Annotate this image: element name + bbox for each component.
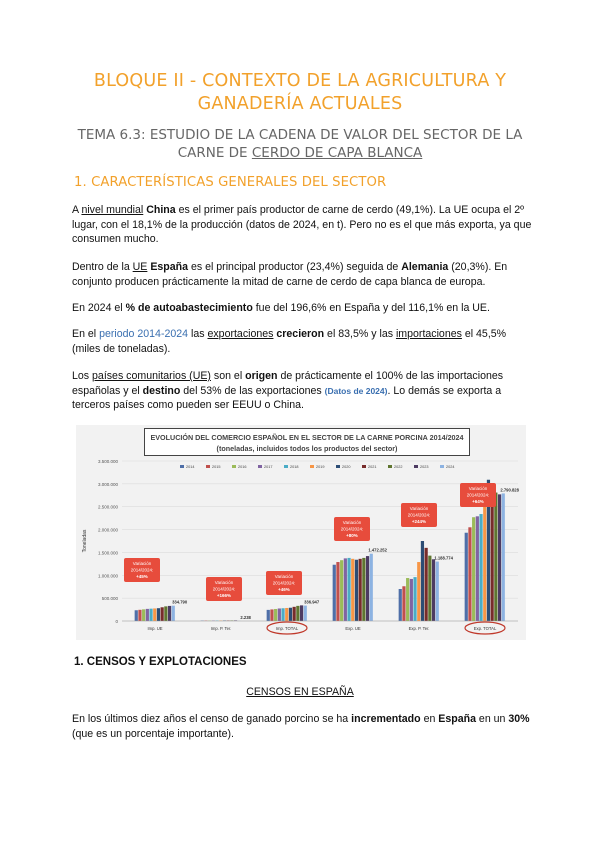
bar — [417, 562, 420, 621]
bold-text: autoabastecimiento — [153, 302, 253, 314]
bold-text: España — [150, 261, 189, 273]
annotation-text: +46% — [278, 587, 290, 592]
x-tick-label: Imp. UE — [147, 626, 163, 631]
bold-text: China — [146, 204, 176, 216]
bar — [351, 559, 354, 621]
page-title — [40, 70, 560, 116]
bar — [428, 556, 431, 621]
legend-swatch — [284, 465, 288, 468]
annotation-text: +166% — [216, 593, 232, 598]
bold-text: España — [438, 713, 476, 725]
underlined-text: UE — [132, 261, 148, 273]
legend-label: 2017 — [264, 465, 273, 469]
bold-text: 30% — [508, 713, 530, 725]
bold-text: origen — [245, 370, 278, 382]
legend-swatch — [336, 465, 340, 468]
bar — [270, 609, 273, 621]
bar — [300, 605, 303, 621]
text-run: es el primer país productor de carne de cerdo (49,1%). La UE ocupa el 2º lugar, con el 18,1% de la producción (datos de 2024, en t). Pero no es el que más exporta, ya que consumen mucho. — [72, 204, 532, 245]
legend-label: 2015 — [212, 465, 221, 469]
annotation-text: 2014/2024: — [340, 526, 364, 532]
bold-text: destino — [142, 384, 181, 397]
legend-swatch — [258, 465, 262, 468]
annotation-text: +80% — [346, 533, 358, 538]
bar — [406, 578, 409, 621]
x-tick-label: Exp. TOTAL — [473, 626, 497, 631]
annotation-text: 2014/2024: — [407, 512, 431, 518]
data-label: 2.790.828 — [500, 487, 519, 493]
bar — [164, 606, 167, 621]
bar — [399, 589, 402, 621]
text-run: (que es un porcentaje importante). — [72, 727, 234, 740]
bar — [502, 493, 505, 621]
bar — [494, 493, 497, 621]
y-tick-label: 3.500.000 — [97, 459, 118, 464]
underlined-text: importaciones — [395, 328, 462, 340]
annotation-text: 2014/2024: — [130, 567, 154, 573]
chart-plot — [76, 425, 526, 640]
text-run: A — [72, 204, 82, 216]
paragraph-2 — [72, 260, 534, 289]
bar — [142, 609, 145, 621]
bar — [278, 608, 281, 621]
subtitle-line-1: TEMA 6.3: ESTUDIO DE LA CADENA DE VALOR DEL SECTOR DE LA — [77, 127, 523, 143]
bar — [366, 556, 369, 621]
annotation-text: Variación — [342, 520, 362, 525]
paragraph-4 — [72, 327, 534, 356]
title-line-1: BLOQUE II - CONTEXTO DE LA AGRICULTURA Y — [93, 71, 507, 91]
data-label: 336.947 — [304, 599, 320, 605]
paragraph-5 — [72, 369, 534, 413]
annotation-text: Variación — [468, 486, 488, 491]
text-run: en — [420, 713, 439, 725]
y-tick-label: 1.500.000 — [97, 550, 118, 556]
legend-swatch — [362, 465, 366, 468]
bar — [362, 558, 365, 621]
bar — [336, 562, 339, 621]
text-run: Dentro de la — [72, 261, 133, 273]
annotation-text: 2014/2024: — [272, 580, 296, 586]
bar — [465, 533, 468, 621]
bar — [432, 559, 435, 621]
bar — [267, 610, 270, 621]
text-run: En el — [72, 328, 100, 340]
bar — [296, 606, 299, 621]
bar — [410, 579, 413, 621]
bar — [498, 494, 501, 621]
page-subtitle — [55, 126, 545, 162]
bar — [285, 608, 288, 621]
legend-label: 2020 — [342, 465, 351, 469]
annotation-text: +64% — [472, 499, 484, 504]
bar — [340, 560, 343, 621]
x-tick-label: Exp. UE — [345, 626, 361, 631]
bar — [425, 548, 428, 621]
bar — [157, 608, 160, 621]
bold-text: Alemania — [401, 261, 449, 273]
annotation-text: Variación — [214, 580, 234, 585]
bold-text: % de — [125, 302, 151, 314]
legend-label: 2014 — [186, 465, 195, 469]
x-tick-label: Imp. TOTAL — [275, 626, 299, 631]
legend-swatch — [310, 465, 314, 468]
underlined-text: exportaciones — [207, 328, 274, 340]
text-run: del 53% de las exportaciones — [180, 384, 325, 397]
annotation-text: +45% — [136, 574, 148, 579]
subheading-censos: CENSOS EN ESPAÑA — [246, 686, 354, 698]
bold-text: crecieron — [276, 328, 325, 340]
bar — [146, 609, 149, 621]
legend-swatch — [440, 465, 444, 468]
subtitle-prefix: CARNE DE — [177, 145, 252, 161]
y-tick-label: 3.000.000 — [97, 481, 118, 487]
bar — [168, 606, 171, 621]
bar — [472, 517, 475, 621]
bar — [274, 609, 277, 621]
subtitle-line-2 — [55, 144, 545, 162]
paragraph-6 — [72, 712, 534, 741]
legend-label: 2016 — [238, 465, 247, 469]
legend-label: 2024 — [446, 465, 455, 469]
bar — [289, 608, 292, 621]
annotation-text: +244% — [411, 519, 427, 524]
bar — [468, 527, 471, 621]
y-tick-label: 2.500.000 — [97, 504, 118, 510]
text-run: las — [188, 328, 208, 340]
bar — [304, 606, 307, 621]
bold-text: incrementado — [351, 713, 421, 725]
bar — [135, 610, 138, 621]
text-run: Los — [72, 370, 93, 382]
bar — [483, 500, 486, 621]
underlined-text: países comunitarios (UE) — [92, 370, 211, 382]
legend-swatch — [388, 465, 392, 468]
annotation-text: Variación — [274, 574, 294, 579]
data-label: 2.238 — [240, 614, 251, 620]
annotation-text: Variación — [409, 506, 429, 511]
bar — [172, 606, 175, 621]
bar — [355, 560, 358, 621]
section-heading-1: 1. CARACTERÍSTICAS GENERALES DEL SECTOR — [74, 175, 387, 190]
text-run: el 83,5% y las — [324, 328, 396, 340]
bar — [413, 577, 416, 621]
y-tick-label: 2.000.000 — [97, 527, 118, 533]
annotation-text: Variación — [132, 561, 152, 566]
bar — [421, 541, 424, 621]
legend-label: 2022 — [394, 465, 403, 469]
subtitle-underlined: CERDO DE CAPA BLANCA — [251, 145, 423, 161]
text-run: de prácticamente el 100% de las importaciones españolas y el — [72, 370, 504, 397]
y-tick-label: 500.000 — [101, 596, 118, 602]
legend-swatch — [180, 465, 184, 468]
chart-subtitle: (toneladas, incluidos todos los productos del sector) — [216, 444, 398, 453]
bar — [370, 554, 373, 621]
bar — [138, 610, 141, 621]
underlined-text: nivel mundial — [81, 204, 144, 216]
x-tick-label: Exp. P. Ter. — [408, 626, 430, 631]
bar — [149, 609, 152, 621]
bar — [161, 607, 164, 621]
bar — [333, 565, 336, 621]
legend-swatch — [206, 465, 210, 468]
legend-label: 2018 — [290, 465, 299, 469]
legend-label: 2019 — [316, 465, 325, 469]
text-run: en un — [475, 713, 509, 725]
title-line-2: GANADERÍA ACTUALES — [197, 94, 403, 114]
x-tick-label: Imp. P. Ter. — [210, 626, 232, 631]
legend-label: 2021 — [368, 465, 377, 469]
annotation-text: 2014/2024: — [212, 586, 236, 592]
text-run: son el — [210, 370, 246, 382]
text-run: . Lo demás se exporta a terceros países como pueden ser EEUU o China. — [72, 384, 502, 411]
y-tick-label: 1.000.000 — [97, 573, 118, 579]
bar — [347, 558, 350, 621]
bar — [281, 608, 284, 621]
text-run: es el principal productor (23,4%) seguida de — [188, 261, 402, 273]
blue-text: periodo 2014-2024 — [99, 328, 189, 340]
text-run: (20,3%). En conjunto producen prácticamente la mitad de carne de cerdo de capa blanca de europa. — [72, 261, 508, 288]
bar — [344, 558, 347, 621]
data-source-note: (Datos de 2024) — [324, 385, 388, 396]
legend-label: 2023 — [420, 465, 429, 469]
text-run: En los últimos diez años el censo de ganado porcino se ha — [72, 713, 352, 725]
data-label: 334.790 — [172, 599, 188, 605]
bar — [476, 516, 479, 621]
annotation-text: 2014/2024: — [466, 492, 490, 498]
section-heading-2: 1. CENSOS Y EXPLOTACIONES — [74, 656, 247, 668]
text-run: En 2024 el — [72, 302, 126, 314]
y-tick-label: 0 — [115, 619, 118, 624]
paragraph-1 — [72, 203, 534, 247]
bar — [359, 559, 362, 621]
data-label: 1.472.252 — [368, 547, 387, 553]
text-run: el 45,5% (miles de toneladas). — [72, 328, 507, 355]
chart-title: EVOLUCIÓN DEL COMERCIO ESPAÑOL EN EL SECTOR DE LA CARNE PORCINA 2014/2024 — [150, 433, 464, 442]
legend-swatch — [414, 465, 418, 468]
trade-chart — [76, 425, 526, 640]
bar — [153, 608, 156, 621]
bar — [479, 514, 482, 621]
legend-swatch — [232, 465, 236, 468]
data-label: 1.188.774 — [434, 555, 453, 561]
bar — [402, 586, 405, 621]
bar — [436, 562, 439, 621]
paragraph-3 — [72, 301, 534, 316]
y-axis-label: Toneladas — [82, 529, 88, 553]
bar — [293, 607, 296, 621]
text-run: fue del 196,6% en España y del 116,1% en la UE. — [252, 302, 490, 314]
